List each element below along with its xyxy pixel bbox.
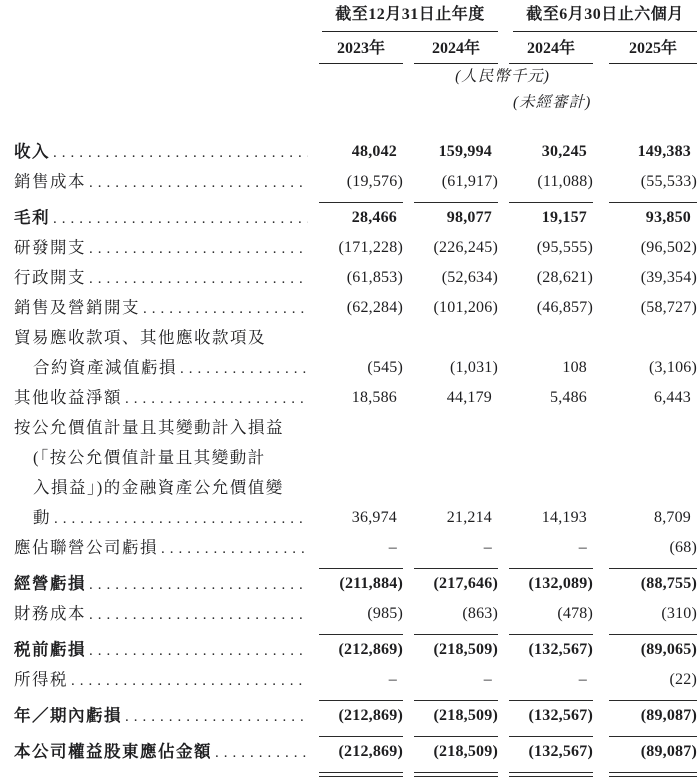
value-cell [593, 665, 697, 701]
value: – [414, 533, 498, 569]
value-cell [593, 737, 697, 779]
row-label [14, 137, 308, 167]
value-cell [593, 533, 697, 569]
dot-leader [89, 233, 308, 263]
header-spacer [14, 4, 308, 32]
value: 19,157 [541, 209, 587, 226]
profit-loss-table [14, 4, 697, 779]
value-cell [498, 383, 593, 413]
value-cell [403, 737, 498, 779]
row-label [14, 233, 308, 263]
operating-loss-row [14, 569, 697, 599]
row-label-text: 按公允價值計量且其變動計入損益 [14, 418, 284, 437]
value: (39,354) [640, 269, 697, 286]
gross-profit-row [14, 203, 697, 233]
currency-note-row [14, 64, 697, 90]
value-cell [308, 233, 403, 263]
value-cell [403, 167, 498, 203]
value-cell [308, 569, 403, 599]
value-cell [593, 599, 697, 635]
value-cell [593, 383, 697, 413]
year-column-2024: 2024年 [403, 32, 498, 64]
value-cell [498, 203, 593, 233]
row-label [14, 737, 308, 779]
row-label-text: 貿易應收款項、其他應收款項及 [14, 328, 266, 347]
row-label [14, 323, 308, 383]
row-label-text: 税前虧損 [14, 640, 86, 659]
row-label-line [14, 167, 308, 203]
value: (863) [414, 599, 498, 635]
row-label-line [14, 263, 308, 293]
value-cell [403, 203, 498, 233]
value: (61,853) [346, 269, 403, 286]
header-spacer [14, 32, 308, 64]
value: – [509, 665, 593, 701]
year-column-2024-interim: 2024年 [498, 32, 593, 64]
row-label [14, 533, 308, 569]
year-column-2025-interim: 2025年 [593, 32, 697, 64]
value-cell [498, 233, 593, 263]
value: – [319, 665, 403, 701]
value: (217,646) [433, 575, 498, 592]
value-cell [308, 413, 403, 533]
value: 30,245 [541, 143, 587, 160]
value-cell [498, 665, 593, 701]
row-label-line [14, 353, 308, 383]
row-label-line [14, 599, 308, 635]
row-label-text: 本公司權益股東應佔金額 [14, 742, 212, 761]
row-label-line [14, 701, 308, 737]
loss-before-taxation-row [14, 635, 697, 665]
value: (132,567) [528, 641, 593, 658]
row-label-text: 毛利 [14, 208, 50, 227]
attributable-to-equity-shareholders-row [14, 737, 697, 779]
value-cell [308, 263, 403, 293]
value: (101,206) [433, 299, 498, 316]
value: (28,621) [536, 269, 593, 286]
admin-expenses-row [14, 263, 697, 293]
value: (96,502) [640, 239, 697, 256]
dot-leader [125, 383, 308, 413]
value: (19,576) [319, 167, 403, 203]
value: 8,709 [654, 509, 691, 526]
row-label-text: 財務成本 [14, 604, 86, 623]
dot-leader [54, 503, 308, 533]
year-header-row [14, 32, 697, 64]
value-cell [308, 167, 403, 203]
value-cell [593, 413, 697, 533]
value: (46,857) [536, 299, 593, 316]
header-spacer [14, 64, 308, 90]
value: (171,228) [338, 239, 403, 256]
value-cell [498, 137, 593, 167]
value-cell [403, 599, 498, 635]
row-label-text: (「按公允價值計量且其變動計 [33, 448, 266, 467]
currency-note: (人民幣千元) [455, 68, 550, 85]
value: 93,850 [645, 209, 691, 226]
value-cell [593, 137, 697, 167]
row-label-text: 研發開支 [14, 238, 86, 257]
value-cell [498, 533, 593, 569]
row-label [14, 263, 308, 293]
value-cell [308, 737, 403, 779]
value-cell [308, 665, 403, 701]
share-of-losses-of-associates-row [14, 533, 697, 569]
value-cell [308, 293, 403, 323]
year-column-2023: 2023年 [308, 32, 403, 64]
row-label-text: 年／期內虧損 [14, 706, 122, 725]
value: (88,755) [640, 575, 697, 592]
other-net-income-row [14, 383, 697, 413]
value-cell [498, 737, 593, 779]
period-group-interim-title: 截至6月30日止六個月 [513, 4, 697, 32]
value-cell [498, 263, 593, 293]
value-cell [593, 701, 697, 737]
value: 36,974 [351, 509, 397, 526]
value-cell [308, 203, 403, 233]
value: 159,994 [438, 143, 492, 160]
table-body [14, 137, 697, 779]
row-label-line [14, 383, 308, 413]
row-label-text: 行政開支 [14, 268, 86, 287]
value: 98,077 [446, 209, 492, 226]
value: 5,486 [550, 389, 587, 406]
dot-leader [53, 137, 308, 167]
value-cell [498, 293, 593, 323]
row-label-line [14, 737, 308, 773]
row-label [14, 599, 308, 635]
value: (212,869) [338, 641, 403, 658]
dot-leader [89, 569, 308, 599]
value-cell [498, 167, 593, 203]
row-label-line [14, 137, 308, 167]
value-cell [593, 233, 697, 263]
value-cell [593, 293, 697, 323]
period-group-annual-title: 截至12月31日止年度 [322, 4, 498, 32]
value-cell [403, 263, 498, 293]
row-label-text: 動 [33, 508, 51, 527]
row-label [14, 383, 308, 413]
value: (218,509) [414, 701, 498, 737]
value-cell [403, 569, 498, 599]
value-cell [498, 323, 593, 383]
value-cell [403, 137, 498, 167]
value: (95,555) [536, 239, 593, 256]
dot-leader [215, 737, 308, 768]
value: (132,089) [528, 575, 593, 592]
value: (55,533) [609, 167, 697, 203]
value: (545) [367, 359, 403, 376]
value: 48,042 [351, 143, 397, 160]
value-cell [593, 635, 697, 665]
row-label-line [14, 413, 308, 443]
value-cell [593, 263, 697, 293]
value: 28,466 [351, 209, 397, 226]
value: (68) [609, 533, 697, 569]
value-cell [308, 533, 403, 569]
value-cell [403, 665, 498, 701]
audit-note-row [14, 90, 697, 116]
value-cell [498, 599, 593, 635]
row-label-text: 合約資產減值虧損 [33, 358, 177, 377]
dot-leader [89, 167, 308, 198]
value-cell [403, 701, 498, 737]
dot-leader [161, 533, 308, 564]
value-cell [308, 137, 403, 167]
impairment-loss-receivables-row [14, 323, 697, 383]
value: (89,087) [609, 701, 697, 737]
finance-costs-row [14, 599, 697, 635]
dot-leader [89, 263, 308, 293]
cost-of-sales-row [14, 167, 697, 203]
value-cell [593, 203, 697, 233]
value: (3,106) [648, 359, 697, 376]
value: 21,214 [446, 509, 492, 526]
dot-leader [53, 203, 308, 233]
value-cell [403, 323, 498, 383]
table-header [14, 4, 697, 137]
value: (89,087) [609, 737, 697, 773]
value: (52,634) [441, 269, 498, 286]
value-cell [403, 413, 498, 533]
row-label-text: 銷售成本 [14, 172, 86, 191]
value-cell [498, 569, 593, 599]
row-label [14, 167, 308, 203]
row-label-line [14, 323, 308, 353]
value: – [319, 533, 403, 569]
header-body-gap [14, 116, 697, 137]
selling-marketing-expenses-row [14, 293, 697, 323]
value: (1,031) [449, 359, 498, 376]
row-label [14, 569, 308, 599]
value-cell [308, 701, 403, 737]
row-label [14, 701, 308, 737]
value: (218,509) [433, 641, 498, 658]
value: (478) [509, 599, 593, 635]
value: (22) [609, 665, 697, 701]
dot-leader [180, 353, 308, 383]
row-label-text: 收入 [14, 142, 50, 161]
value-cell [308, 323, 403, 383]
row-label-text: 所得税 [14, 670, 68, 689]
revenue-row [14, 137, 697, 167]
row-label [14, 665, 308, 701]
value-cell [593, 569, 697, 599]
fvtpl-fair-value-changes-row [14, 413, 697, 533]
dot-leader [71, 665, 308, 696]
row-label-text: 入損益」)的金融資產公允價值變 [33, 478, 284, 497]
period-group-annual [308, 4, 498, 32]
header-spacer [14, 90, 308, 116]
value: – [414, 665, 498, 701]
row-label-line [14, 293, 308, 323]
value-cell [593, 167, 697, 203]
row-label [14, 635, 308, 665]
value: (11,088) [509, 167, 593, 203]
row-label [14, 293, 308, 323]
value-cell [403, 293, 498, 323]
value: (218,509) [414, 737, 498, 773]
value: 149,383 [637, 143, 691, 160]
value: (211,884) [339, 575, 403, 592]
row-label-text: 經營虧損 [14, 574, 86, 593]
value-cell [403, 383, 498, 413]
value: 14,193 [541, 509, 587, 526]
value-cell [308, 635, 403, 665]
value: (212,869) [319, 701, 403, 737]
value-cell [498, 635, 593, 665]
header-spacer [403, 90, 498, 116]
rd-expenses-row [14, 233, 697, 263]
dot-leader [125, 701, 308, 732]
value: 108 [562, 359, 587, 376]
value: (985) [319, 599, 403, 635]
row-label-line [14, 233, 308, 263]
value-cell [498, 413, 593, 533]
value-cell [308, 599, 403, 635]
row-label-text: 其他收益淨額 [14, 388, 122, 407]
value-cell [403, 533, 498, 569]
value: (62,284) [346, 299, 403, 316]
value: (89,065) [640, 641, 697, 658]
value: – [509, 533, 593, 569]
value-cell [308, 383, 403, 413]
value: 6,443 [654, 389, 691, 406]
value: (58,727) [640, 299, 697, 316]
value-cell [593, 323, 697, 383]
row-label-text: 應佔聯營公司虧損 [14, 538, 158, 557]
row-label-line [14, 665, 308, 701]
row-label-line [14, 635, 308, 665]
value-cell [403, 233, 498, 263]
row-label-line [14, 569, 308, 599]
value-cell [403, 635, 498, 665]
audit-note: (未經審計) [513, 94, 592, 111]
value: (212,869) [319, 737, 403, 773]
row-label-text: 銷售及營銷開支 [14, 298, 140, 317]
dot-leader [143, 293, 308, 323]
row-label-line [14, 473, 308, 503]
value: (132,567) [509, 737, 593, 773]
row-label-line [14, 443, 308, 473]
header-spacer [308, 90, 403, 116]
period-group-interim [498, 4, 697, 32]
row-label [14, 413, 308, 533]
row-label-line [14, 503, 308, 533]
value: (226,245) [433, 239, 498, 256]
loss-for-the-year-period-row [14, 701, 697, 737]
income-tax-row [14, 665, 697, 701]
value: (61,917) [414, 167, 498, 203]
value: (132,567) [509, 701, 593, 737]
period-group-row [14, 4, 697, 32]
value: 44,179 [446, 389, 492, 406]
value: (310) [609, 599, 697, 635]
row-label [14, 203, 308, 233]
value: 18,586 [351, 389, 397, 406]
row-label-line [14, 203, 308, 233]
row-label-line [14, 533, 308, 569]
value-cell [498, 701, 593, 737]
dot-leader [89, 635, 308, 665]
dot-leader [89, 599, 308, 630]
